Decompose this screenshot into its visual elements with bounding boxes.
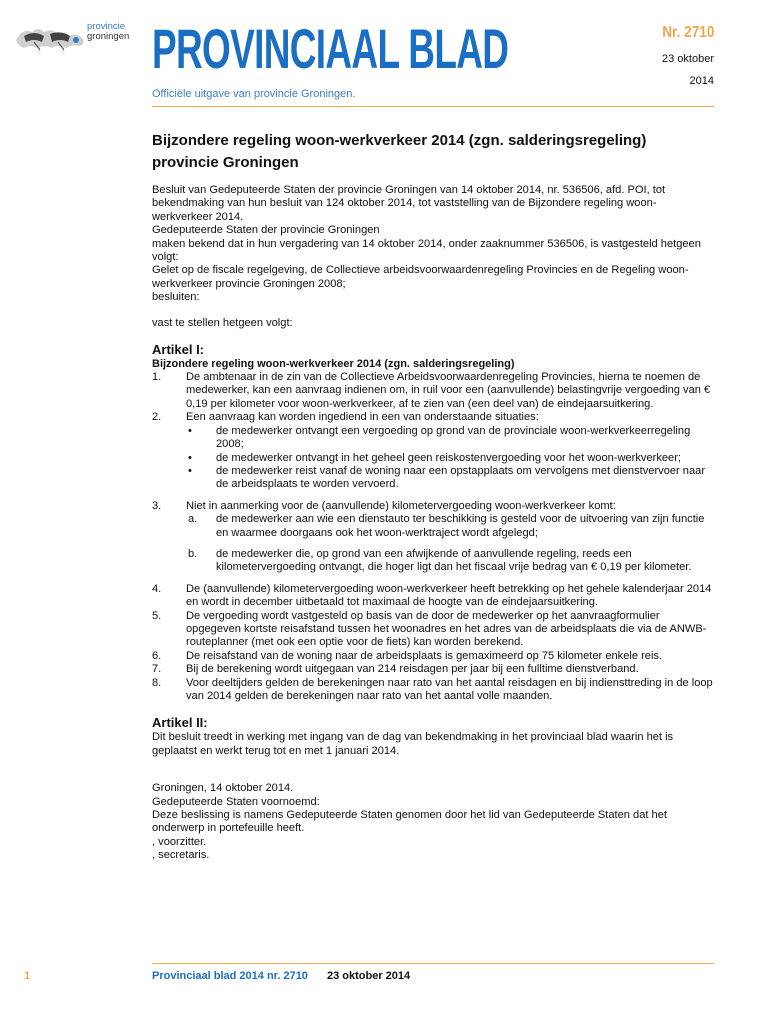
document-body [152, 130, 716, 863]
issue-date [662, 48, 714, 92]
bullet-icon: • [188, 424, 192, 437]
issue-date-year: 2014 [689, 75, 714, 87]
list-item: 7. Bij de berekening wordt uitgegaan van 214 reisdagen per jaar bij een fulltime dienstverband. [152, 663, 639, 676]
list-item: 1. De ambtenaar in de zin van de Collectieve Arbeidsvoorwaardenregeling Provincies, hierna te noemen de medewerker, kan een aanvraag indienen om, in ruil voor een (aanvullende) belastingvrije vergoeding van € 0,19 per kilometer voor woon-werkverkeer, af te zien van (een deel van) de eindejaarsuitkering. [152, 371, 711, 410]
bullet-item: • de medewerker ontvangt in het geheel geen reiskostenvergoeding voor het woon-werkverkeer; [188, 451, 681, 464]
sub-item: a. de medewerker aan wie een dienstauto ter beschikking is gesteld voor de uitvoering van zijn functie en waarmee doorgaans ook het woon-werktraject wordt afgelegd; [188, 513, 705, 539]
logo-line-provincie: provincie [87, 21, 126, 32]
list-item: 8. Voor deeltijders gelden de berekeningen naar rato van het aantal reisdagen en bij indiensttreding in de loop van 2014 gelden de berekeningen naar rato van het aantal volle maanden. [152, 676, 713, 702]
artikel-1-subheading: Bijzondere regeling woon-werkverkeer 2014 (zgn. salderingsregeling) [152, 358, 515, 371]
closing-line: Groningen, 14 oktober 2014. [152, 782, 294, 795]
issue-date-day-month: 23 oktober [662, 53, 714, 65]
intro-paragraph: Gelet op de fiscale regelgeving, de Collectieve arbeidsvoorwaardenregeling Provincies en de Regeling woon-werkverkeer provincie Groningen 2008; [152, 264, 689, 290]
bullet-item: • de medewerker ontvangt een vergoeding op grond van de provinciale woon-werkverkeerregeling 2008; [188, 424, 691, 451]
bullet-icon: • [188, 464, 192, 477]
issue-number: Nr. 2710 [661, 24, 714, 41]
intro-paragraph: Gedeputeerde Staten der provincie Groningen [152, 224, 380, 237]
logo-text [87, 22, 129, 42]
intro-paragraph: Besluit van Gedeputeerde Staten der provincie Groningen van 14 oktober 2014, nr. 536506, afd. POI, tot bekendmaking van hun besluit van 124 oktober 2014, tot vaststelling van de Bijzondere regeling woon-werkverkeer 2014. [152, 184, 666, 223]
artikel-2-heading: Artikel II: [152, 715, 208, 731]
sub-item: b. de medewerker die, op grond van een afwijkende of aanvullende regeling, reeds een kilometervergoeding ontvangt, die hoger ligt dan het fiscaal vrije bedrag van € 0,19 per kilometer. [188, 547, 692, 574]
document-title: Bijzondere regeling woon-werkverkeer 2014 (zgn. salderingsregeling) provincie Groningen [152, 132, 647, 171]
footer-publication [152, 970, 410, 982]
list-item: 5. De vergoeding wordt vastgesteld op basis van de door de medewerker op het aanvraagformulier opgegeven kortste reisafstand tussen het woonadres en het adres van de arbeidsplaats die via de ANWB-routeplanner (met ook een optie voor de fiets) kan worden berekend. [152, 609, 707, 649]
masthead-title: PROVINCIAAL BLAD [152, 17, 509, 80]
footer-divider [152, 963, 714, 964]
logo-emblem-icon [16, 29, 84, 50]
bullet-icon: • [188, 451, 192, 464]
closing-line: , secretaris. [152, 849, 210, 862]
footer-publication-name: Provinciaal blad 2014 nr. 2710 [152, 970, 308, 982]
logo-line-groningen: groningen [87, 31, 130, 42]
list-item: 2. Een aanvraag kan worden ingediend in een van onderstaande situaties: [152, 411, 539, 424]
page-number: 1 [24, 970, 31, 982]
list-item: 3. Niet in aanmerking voor de (aanvullende) kilometervergoeding woon-werkverkeer komt: [152, 499, 616, 512]
closing-line: Deze beslissing is namens Gedeputeerde Staten genomen door het lid van Gedeputeerde Staten dat het onderwerp in portefeuille heeft. [152, 809, 667, 835]
closing-line: , voorzitter. [152, 835, 207, 848]
intro-paragraph: maken bekend dat in hun vergadering van 14 oktober 2014, onder zaaknummer 536506, is vastgesteld hetgeen volgt: [152, 237, 701, 264]
artikel-2-text: Dit besluit treedt in werking met ingang van de dag van bekendmaking in het provinciaal blad waarin het is geplaatst en werkt terug tot en met 1 januari 2014. [152, 731, 674, 757]
list-item: 4. De (aanvullende) kilometervergoeding woon-werkverkeer heeft betrekking op het gehele kalenderjaar 2014 en wordt in december uitbetaald tot maximaal de hoogte van de eindejaarsuitkering. [152, 582, 712, 609]
header-divider [152, 106, 714, 107]
footer-date: 23 oktober 2014 [327, 970, 411, 982]
artikel-1-heading: Artikel I: [152, 342, 205, 358]
intro-paragraph: besluiten: [152, 291, 200, 304]
masthead-subtitle: Officiële uitgave van provincie Groningen. [152, 88, 356, 100]
vast-line: vast te stellen hetgeen volgt: [152, 316, 293, 329]
bullet-item: • de medewerker reist vanaf de woning naar een opstapplaats om vervolgens met dienstvervoer naar de arbeidsplaats te worden vervoerd. [188, 464, 706, 491]
closing-line: Gedeputeerde Staten voornoemd: [152, 795, 320, 808]
list-item: 6. De reisafstand van de woning naar de arbeidsplaats is gemaximeerd op 75 kilometer enkele reis. [152, 649, 663, 662]
